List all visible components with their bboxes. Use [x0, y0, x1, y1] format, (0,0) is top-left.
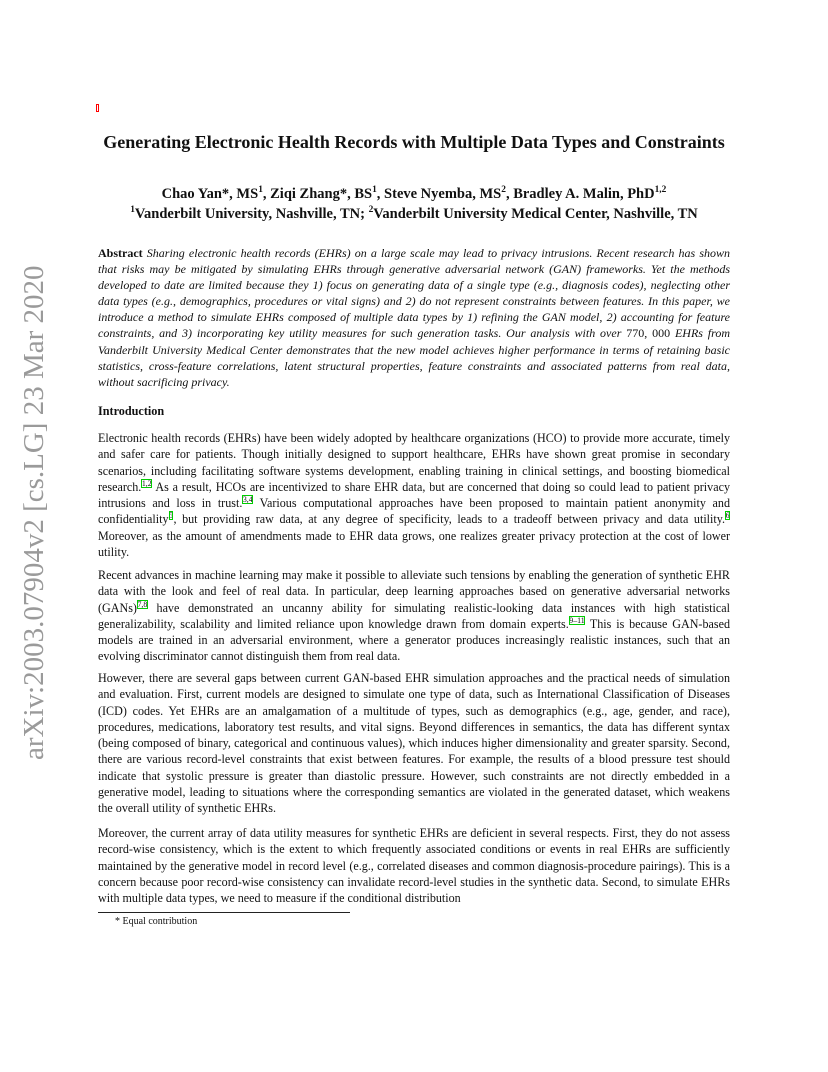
- footnote: * Equal contribution: [115, 916, 198, 927]
- author-name: Ziqi Zhang*, BS: [270, 186, 373, 202]
- intro-paragraph-4: Moreover, the current array of data utility measures for synthetic EHRs are deficient in several respects. First, they do not assess record-wise consistency, which is the extent to which frequently associated conditions or events in real EHRs are sufficiently maintained by the generative model in record level (e.g., correlated diseases and common diagnosis-procedure pairings). This is a concern because poor record-wise consistency can invalidate record-level studies in the synthetic data. Second, to simulate EHRs with multiple data types, we need to measure if the conditional distribution: [98, 826, 730, 906]
- affil-index: 2: [368, 205, 374, 216]
- abstract-text-cont: EHRs from Vanderbilt University Medical Center demonstrates that the new model achieves higher performance in terms of retaining basic statistics, cross-feature correlations, latent structural properties, feature constraints and associated patterns from real data, without sacrificing privacy.: [98, 326, 731, 389]
- section-heading-introduction: Introduction: [98, 404, 165, 418]
- citation-link[interactable]: 5: [169, 511, 173, 521]
- paragraph-text: Recent advances in machine learning may make it possible to alleviate such tensions by enabling the generation of synthetic EHR data with the look and feel of real data. In particular, deep learning approaches based on generative adversarial networks (GANs): [98, 568, 730, 615]
- paragraph-text: As a result, HCOs are incentivized to share EHR data, but are concerned that doing so could lead to patient privacy intrusions and loss in trust.: [98, 479, 730, 511]
- affiliation: Vanderbilt University, Nashville, TN: [134, 206, 361, 222]
- abstract-text: Sharing electronic health records (EHRs) on a large scale may lead to privacy intrusions. Recent research has shown that risks may be mitigated by simulating EHRs through generative adversarial network (GAN) frameworks. Yet the methods developed to date are limited because they 1) focus on generating data of a single type (e.g., diagnosis codes), neglecting other data types (e.g., demographics, procedures or vital signs) and 2) do not represent constraints between features. In this paper, we introduce a method to simulate EHRs composed of multiple data types by 1) refining the GAN model, 2) accounting for feature constraints, and 3) incorporating key utility measures for such generation tasks. Our analysis with over: [98, 246, 730, 341]
- citation-link[interactable]: 1,2: [141, 478, 152, 488]
- paragraph-text: , but providing raw data, at any degree of specificity, leads to a tradeoff between privacy and data utility.: [173, 512, 726, 527]
- citation-link[interactable]: 7,8: [137, 599, 148, 609]
- link-marker: [96, 104, 99, 112]
- paragraph-text: Electronic health records (EHRs) have been widely adopted by healthcare organizations (HCO) to provide more accurate, timely and safer care for patients. Though initially designed to support healthcare, EHRs have shown great promise in secondary scenarios, including facilitating software systems development, enabling training in clinical settings, and boosting biomedical research.: [98, 431, 730, 494]
- author-separator: ,: [505, 186, 514, 202]
- citation-link[interactable]: 3,4: [242, 495, 253, 505]
- author-separator: ,: [376, 186, 385, 202]
- affil-separator: ;: [360, 206, 369, 222]
- author-affil-index: 1: [258, 185, 263, 196]
- author-affil-index: 1: [372, 185, 377, 196]
- author-separator: ,: [262, 186, 271, 202]
- paragraph-text: Moreover, as the amount of amendments made to EHR data grows, one realizes greater privacy protection at the cost of lower utility.: [98, 528, 730, 560]
- author-list: [98, 185, 730, 204]
- intro-paragraph-3: However, there are several gaps between current GAN-based EHR simulation approaches and the practical needs of simulation and evaluation. First, current models are designed to simulate one type of data, such as International Classification of Diseases (ICD) codes. Yet EHRs are an amalgamation of a multitude of types, such as demographics (e.g., age, gender, and race), procedures, medications, laboratory test results, and vital signs. Beyond differences in semantics, the data has different syntax (being composed of binary, categorical and continuous values), which induces higher dimensionality and greater sparsity. Second, there are various record-level constraints that exist between features. For example, the results of a blood pressure test should indicate that systolic pressure is greater than diastolic pressure. However, such constraints are not directly embedded in a generative model, leading to situations where the corresponding semantics are violated in the generated dataset, which weakens the overall utility of synthetic EHRs.: [98, 671, 730, 816]
- citation-link[interactable]: 6: [725, 511, 730, 521]
- affiliation-list: [98, 205, 730, 224]
- intro-paragraph-1: [98, 430, 730, 560]
- author-affil-index: 1,2: [654, 185, 667, 196]
- author-name: Steve Nyemba, MS: [384, 186, 502, 202]
- paragraph-text: have demonstrated an uncanny ability for simulating realistic-looking data instances with high statistical generalizability, scalability and limited reliance upon knowledge drawn from domain experts.: [98, 600, 730, 631]
- abstract: [98, 245, 730, 390]
- citation-link[interactable]: 9–11: [569, 615, 585, 625]
- affil-index: 1: [130, 205, 135, 216]
- author-name: Bradley A. Malin, PhD: [513, 186, 655, 202]
- intro-paragraph-2: [98, 567, 730, 665]
- author-affil-index: 2: [501, 185, 506, 196]
- abstract-label: Abstract: [98, 246, 143, 260]
- affiliation: Vanderbilt University Medical Center, Nashville, TN: [373, 206, 698, 222]
- paper-title: Generating Electronic Health Records with Multiple Data Types and Constraints: [103, 132, 725, 152]
- footnote-divider: [98, 912, 350, 913]
- paragraph-text: This is because GAN-based models are trained in an adversarial environment, where a generator produces increasingly realistic instances, such that an evolving discriminator cannot distinguish them from real data.: [98, 616, 730, 664]
- author-name: Chao Yan*, MS: [161, 186, 259, 202]
- paragraph-text: Various computational approaches have been proposed to maintain patient anonymity and confidentiality: [98, 496, 730, 527]
- abstract-number: 770, 000: [626, 326, 671, 341]
- arxiv-identifier: arXiv:2003.07904v2 [cs.LG] 23 Mar 2020: [18, 265, 50, 760]
